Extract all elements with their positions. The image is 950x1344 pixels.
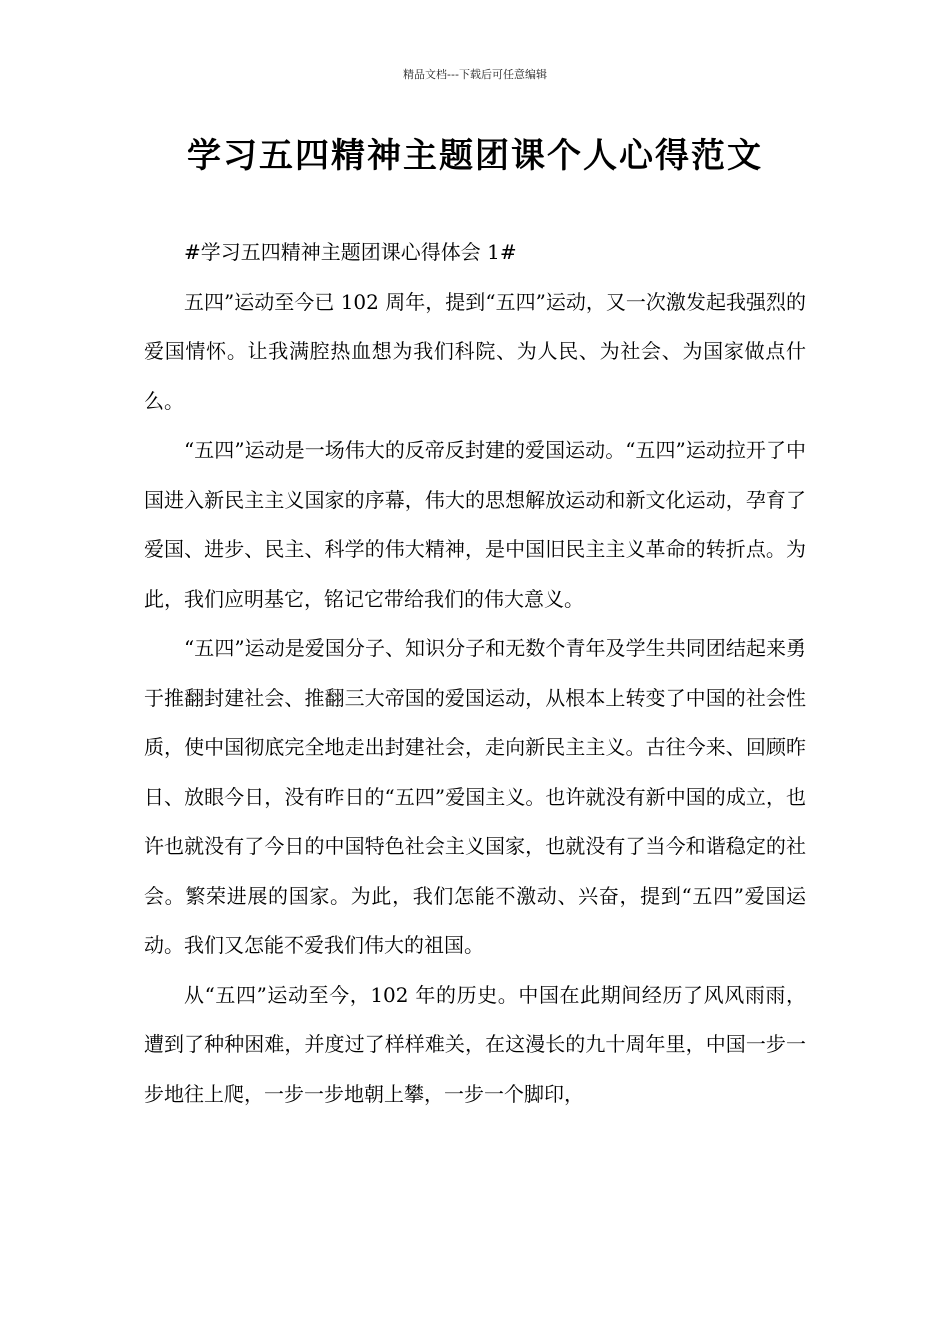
paragraph-3: “五四”运动是爱国分子、知识分子和无数个青年及学生共同团结起来勇于推翻封建社会、推翻三大帝国的爱国运动，从根本上转变了中国的社会性质，使中国彻底完全地走出封建社会，走向新民主主义。古往今来、回顾昨日、放眼今日，没有昨日的“五四”爱国主义。也许就没有新中国的成立，也许也就没有了今日的中国特色社会主义国家，也就没有了当今和谐稳定的社会。繁荣进展的国家。为此，我们怎能不激动、兴奋，提到“五四”爱国运动。我们又怎能不爱我们伟大的祖国。 [144, 636, 806, 957]
document-title: 学习五四精神主题团课个人心得范文 [187, 136, 763, 176]
paragraph-1: 五四”运动至今已 102 周年，提到“五四”运动，又一次激发起我强烈的爱国情怀。让我满腔热血想为我们科院、为人民、为社会、为国家做点什么。 [144, 289, 806, 413]
paragraph-4: 从“五四”运动至今，102 年的历史。中国在此期间经历了风风雨雨，遭到了种种困难，并度过了样样难关，在这漫长的九十周年里，中国一步一步地往上爬，一步一步地朝上攀，一步一个脚印， [144, 982, 806, 1106]
header-note: 精品文档---下载后可任意编辑 [403, 68, 547, 81]
paragraph-2: “五四”运动是一场伟大的反帝反封建的爱国运动。“五四”运动拉开了中国进入新民主主义国家的序幕，伟大的思想解放运动和新文化运动，孕育了爱国、进步、民主、科学的伟大精神，是中国旧民主主义革命的转折点。为此，我们应明基它，铭记它带给我们的伟大意义。 [144, 438, 806, 611]
document-body [144, 228, 806, 1119]
section-subheading: #学习五四精神主题团课心得体会 1# [184, 240, 517, 264]
